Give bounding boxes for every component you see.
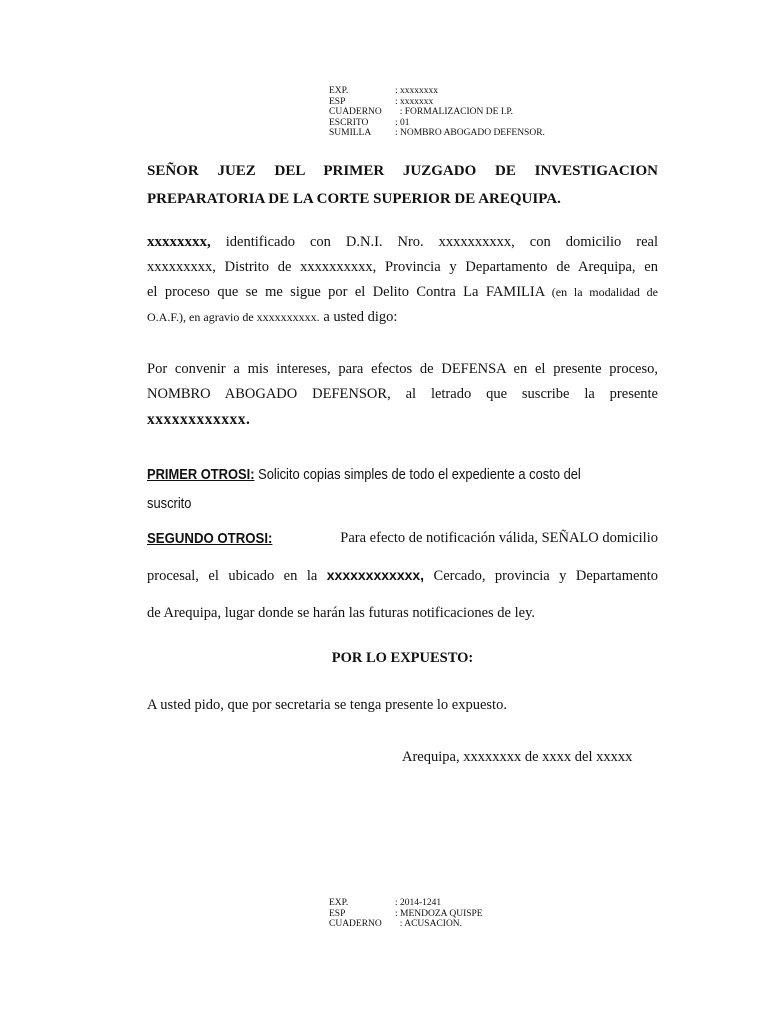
header-value: : ACUSACION. [395,919,463,929]
intro-line-2: xxxxxxxxx, Distrito de xxxxxxxxxx, Provincia y Departamento de Arequipa, en [147,259,658,275]
header-key: ESCRITO [329,117,369,128]
header-value: : FORMALIZACION DE I.P. [395,107,513,117]
intro-line-3 [147,280,658,305]
header-row-escrito [329,118,545,129]
addressee-line-2: PREPARATORIA DE LA CORTE SUPERIOR DE AREQUIPA. [147,191,561,207]
segundo-otrosi-line-2-post: Cercado, provincia y Departamento [424,568,658,584]
header-row-cuaderno [329,107,545,118]
header-value: : xxxxxxx [395,96,434,107]
primer-otrosi [147,460,658,518]
request-paragraph [147,357,658,432]
segundo-otrosi-address: xxxxxxxxxxxx, [326,567,425,583]
intro-line-3-small: (en la modalidad de [551,285,659,299]
primer-otrosi-label: PRIMER OTROSI: [147,466,255,483]
case-header-top [329,86,545,139]
segundo-otrosi-text: Para efecto de notificación válida, SEÑALO domicilio [336,530,658,546]
por-lo-expuesto-heading: POR LO EXPUESTO: [331,650,474,666]
intro-line-4-small: O.A.F.), en agravio de xxxxxxxxxx. [147,310,320,324]
client-name: xxxxxxxx, [147,234,211,250]
header-row-sumilla [329,128,545,139]
date-line: Arequipa, xxxxxxxx de xxxx del xxxxx [402,749,633,765]
header-row-esp [329,97,545,108]
header-key: ESP [329,908,346,919]
intro-line-4-text: a usted digo: [319,309,398,325]
request-line-3: xxxxxxxxxxxx. [147,411,251,428]
primer-otrosi-line-1 [147,460,658,489]
header-key: ESP [329,96,346,107]
primer-otrosi-line-2: suscrito [147,495,192,512]
segundo-otrosi-line-2 [147,557,658,595]
segundo-otrosi-line-3: de Arequipa, lugar donde se harán las futuras notificaciones de ley. [147,605,536,621]
request-line-1: Por convenir a mis intereses, para efectos de DEFENSA en el presente proceso, [147,361,658,377]
intro-line-1-text: identificado con D.N.I. Nro. xxxxxxxxxx, con domicilio real [210,234,658,250]
header-key: CUADERNO [329,107,382,117]
header-key: SUMILLA [329,128,372,138]
header-key: EXP. [329,86,349,96]
addressee [147,157,658,213]
header-row-exp [329,898,483,909]
request-line-2: NOMBRO ABOGADO DEFENSOR, al letrado que suscribe la presente [147,386,658,402]
intro-line-4 [147,305,658,330]
segundo-otrosi-label: SEGUNDO OTROSI: [147,530,273,547]
header-row-exp [329,86,545,97]
case-header-bottom [329,898,483,930]
segundo-otrosi [147,520,658,632]
header-row-cuaderno [329,919,483,930]
header-key: EXP. [329,898,349,908]
header-value: : MENDOZA QUISPE [395,908,483,919]
header-value: : NOMBRO ABOGADO DEFENSOR. [395,128,545,138]
segundo-otrosi-line-1 [147,520,658,557]
petition-line: A usted pido, que por secretaria se tenga presente lo expuesto. [147,697,507,713]
header-value: : 01 [395,117,410,128]
header-key: CUADERNO [329,919,382,929]
addressee-line-1: SEÑOR JUEZ DEL PRIMER JUZGADO DE INVESTIGACION [147,163,658,179]
intro-paragraph [147,230,658,330]
header-row-esp [329,909,483,920]
segundo-otrosi-line-2-pre: procesal, el ubicado en la [147,568,327,584]
primer-otrosi-text: Solicito copias simples de todo el expediente a costo del [254,466,581,483]
header-value: : 2014-1241 [395,898,442,908]
intro-line-1 [147,230,658,255]
intro-line-3-text: el proceso que se me sigue por el Delito Contra La FAMILIA [147,284,545,300]
header-value: : xxxxxxxx [395,86,439,96]
